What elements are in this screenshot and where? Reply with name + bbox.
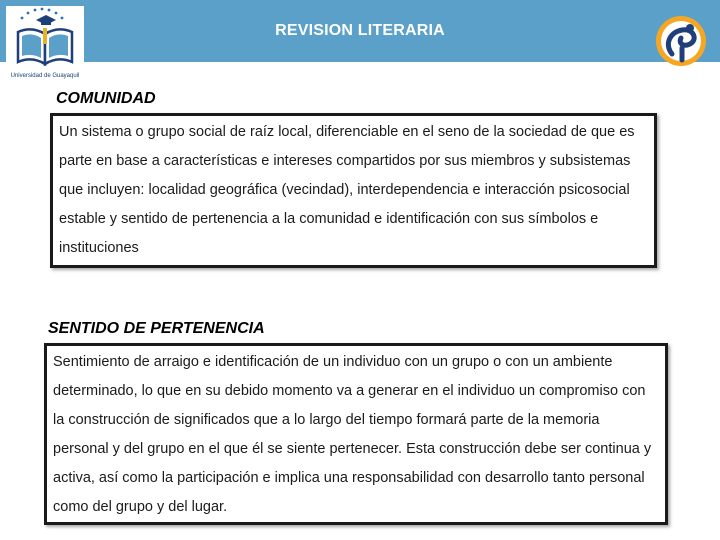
brand-logo (654, 14, 708, 68)
definition-box-sentido (44, 343, 668, 525)
book-icon (6, 6, 84, 70)
swirl-brand-icon (654, 14, 708, 68)
university-name: Universidad de Guayaquil (10, 73, 80, 79)
definition-text-comunidad: Un sistema o grupo social de raíz local, diferenciable en el seno de la sociedad de que es parte en base a características e intereses compartidos por sus miembros y subsistemas que incluyen: localidad geográfica (vecindad), interdependencia e interacción psicosocial estable y sentido de pertenencia a la comunidad e identificación con sus símbolos e instituciones (59, 124, 635, 256)
definition-text-sentido: Sentimiento de arraigo e identificación de un individuo con un grupo o con un ambiente determinado, lo que en su debido momento va a generar en el individuo un compromiso con la construcción de significados que a lo largo del tiempo formará parte de la memoria personal y del grupo en el que él se siente pertenecer. Esta construcción debe ser continua y activa, así como la participación e implica una responsabilidad con desarrollo tanto personal como del grupo y del lugar. (53, 354, 652, 515)
page-title: REVISION LITERARIA (275, 22, 445, 39)
definition-box-comunidad (50, 113, 657, 268)
university-logo (6, 6, 84, 84)
section-heading-comunidad: COMUNIDAD (56, 90, 156, 107)
section-heading-sentido: SENTIDO DE PERTENENCIA (48, 320, 265, 337)
